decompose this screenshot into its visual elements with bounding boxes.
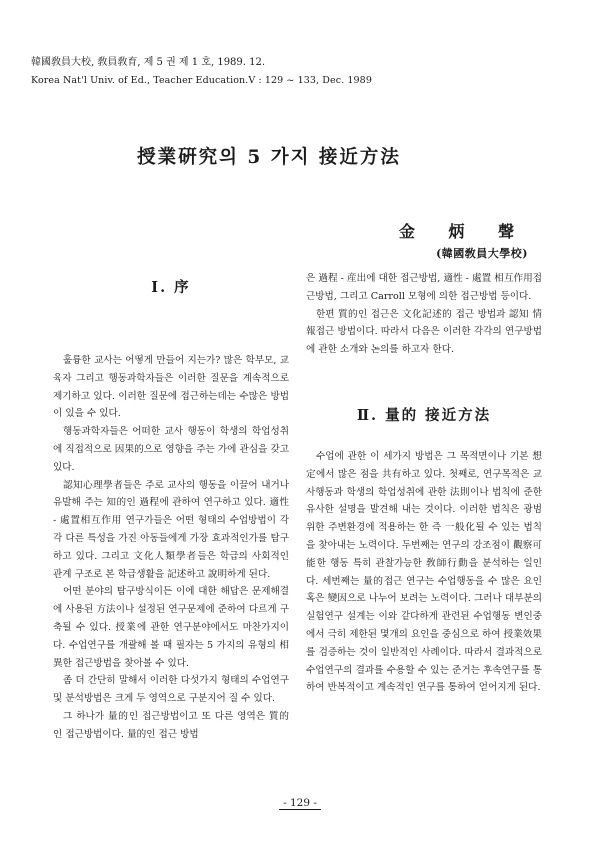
author-block [399,219,528,261]
body-paragraph: 수업에 관한 이 세가지 방법은 그 목적면이나 기본 想定에서 많은 점을 共有하고 있다. 첫째로, 연구목적은 교사행동과 학생의 학업성취에 관한 法則이나 법칙에 준한 유사한 설명을 발견해 내는 것이다. 이러한 법칙은 광범위한 주변환경에 적용하는 한 즉 一般化될 수 있는 법칙을 찾아내는 노력이다. 두번째는 연구의 강조점이 觀察可能한 행동 특히 관찰가능한 敎師行動을 분석하는 일인다. 세번째는 量的접근 연구는 수업행동을 수 많은 요인 혹은 變因으로 나누어 보려는 노력이다. 그러나 대부분의 실험연구 설계는 이와 같다하게 관련된 수업행동 변인중에서 극히 제한된 몇개의 요인을 중심으로 하여 授業效果를 검증하는 것이 일반적인 사례이다. 따라서 결과적으로 수업연구의 결과를 수용할 수 있는 준거는 후속연구를 통하여 반복적이고 계속적인 연구를 통하여 얻어지게 된다. [306,450,542,694]
section-heading-intro: Ⅰ. 序 [151,279,191,296]
body-paragraph: 한편 質的인 접근은 文化記述的 접근 방법과 認知 情報접근 방법이다. 따라서 다음은 이러한 각각의 연구방법에 관한 소개와 논의를 하고자 한다. [306,308,542,356]
body-paragraph: 그 하나가 量的인 접근방법이고 또 다른 영역은 質的인 접근방법이다. 量的인 접근 방법 [53,710,289,740]
body-paragraph: 認知心理學者들은 주로 교사의 행동을 이끌어 내거나 유발해 주는 知的인 過程에 관하여 연구하고 있다. 適性 - 處置相互作用 연구가들은 어떤 형태의 수업방법이 각각 다른 특성을 가진 아동들에게 가장 효과적인가를 탐구하고 있다. 그리고 文化人類學者들은 학급의 사회적인 관계 구조로 본 학급생활을 記述하고 說明하게 된다. [53,479,289,580]
page-footer [0,797,600,809]
section-heading-quantitative: Ⅱ. 量的 接近方法 [356,406,492,424]
body-paragraph: 좀 더 간단히 말해서 이러한 다섯가지 형태의 수업연구 및 분석방법은 크게 두 영역으로 구분지어 질 수 있다. [53,675,289,705]
author-name: 金 炳 聲 [398,222,528,241]
journal-citation-english: Korea Nat'l Univ. of Ed., Teacher Education.Ⅴ : 129 ~ 133, Dec. 1989 [31,75,372,86]
body-paragraph: 은 過程 - 産出에 대한 접근방법, 適性 - 處置 相互作用접근방법, 그리고 Carroll 모형에 의한 접근방법 등이다. [306,273,542,302]
page-number: - 129 - [279,797,321,810]
journal-header [31,54,571,90]
paper-title: 授業硏究의 5 가지 接近方法 [137,147,401,168]
author-affiliation: (韓國敎員大學校) [436,247,528,260]
body-paragraph: 훌륭한 교사는 어떻게 만들어 지는가? 많은 학부모, 교육자 그리고 행동과학자들은 이러한 질문을 계속적으로 제기하고 있다. 이러한 질문에 접근하는데는 수많은 방법이 있을 수 있다. [53,355,289,420]
journal-citation-korean: 韓國敎員大校, 敎員敎育, 제 5 권 제 1 호, 1989. 12. [31,57,266,68]
right-column [306,270,542,697]
left-column [53,270,289,744]
body-paragraph: 어떤 분야의 탐구방식이든 이에 대한 해답은 문제해결에 사용된 方法이나 설정된 연구문제에 준하여 다르게 구축될 수 있다. 授業에 관한 연구분야에서도 마찬가지이다. 수업연구를 개괄해 볼 때 필자는 5 가지의 유형의 相異한 접근방법을 찾아볼 수 있다. [53,586,289,669]
body-paragraph: 행동과학자들은 어떠한 교사 행동이 학생의 학업성취에 직접적으로 因果的으로 영향을 주는 가에 관심을 갖고 있다. [53,426,289,473]
